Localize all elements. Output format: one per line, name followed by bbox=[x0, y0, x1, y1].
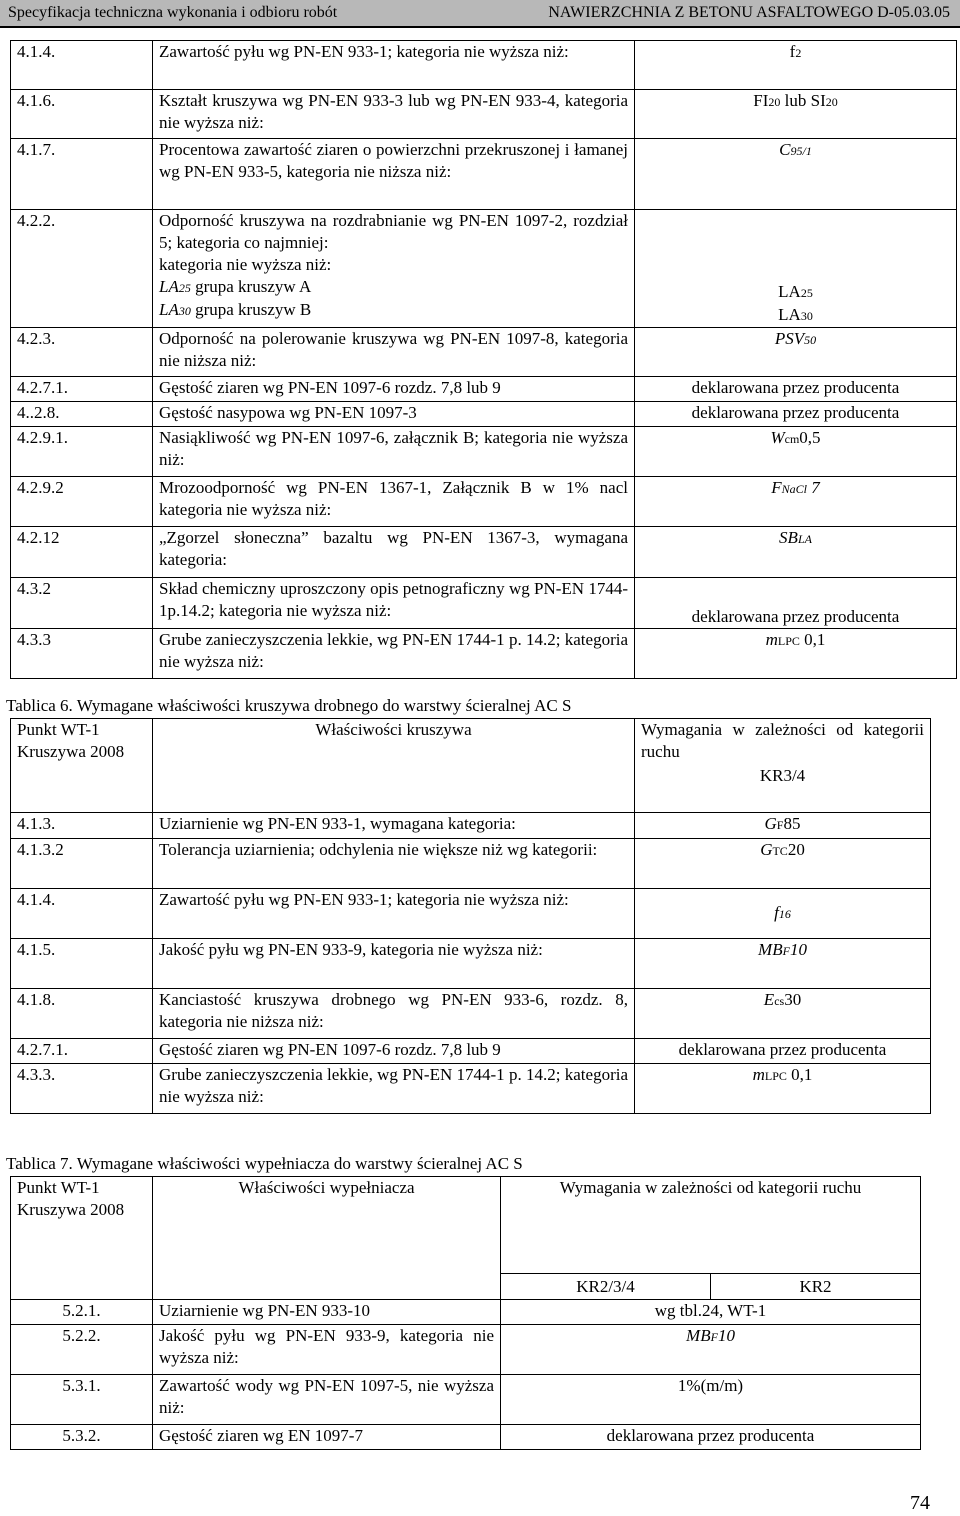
property-cell: „Zgorzel słoneczna” bazaltu wg PN-EN 1367-3, wymagana kategoria: bbox=[153, 527, 635, 578]
kr-2-header: KR2 bbox=[799, 1277, 832, 1296]
table-row bbox=[11, 1039, 931, 1064]
table-row bbox=[11, 813, 931, 839]
property-cell: Nasiąkliwość wg PN-EN 1097-6, załącznik B; kategoria nie wyższa niż: bbox=[153, 427, 635, 477]
table-header-row bbox=[11, 719, 931, 813]
value-cell: Ecs30 bbox=[635, 989, 931, 1039]
header-left-title: Specyfikacja techniczna wykonania i odbioru robót bbox=[8, 4, 338, 21]
row-number: 5.2.2. bbox=[11, 1325, 153, 1375]
row-number: 4.1.7. bbox=[11, 139, 153, 210]
property-cell: Kształt kruszywa wg PN-EN 933-3 lub wg PN-EN 933-4, kategoria nie wyższa niż: bbox=[153, 90, 635, 139]
value-cell: mLPC 0,1 bbox=[635, 1064, 931, 1114]
value-cell: PSV50 bbox=[635, 328, 957, 377]
property-cell: Odporność na polerowanie kruszywa wg PN-EN 1097-8, kategoria nie niższa niż: bbox=[153, 328, 635, 377]
row-number: 4.1.8. bbox=[11, 989, 153, 1039]
table-row bbox=[11, 527, 957, 578]
table-row bbox=[11, 90, 957, 139]
table-row bbox=[11, 989, 931, 1039]
table-row bbox=[11, 839, 931, 889]
row-number: 4.2.3. bbox=[11, 328, 153, 377]
value-cell: wg tbl.24, WT-1 bbox=[501, 1300, 921, 1325]
point-header: Punkt WT-1 Kruszywa 2008 bbox=[11, 1177, 153, 1300]
row-number: 4.1.6. bbox=[11, 90, 153, 139]
header-right-title: NAWIERZCHNIA Z BETONU ASFALTOWEGO D-05.03.05 bbox=[548, 4, 950, 21]
row-number: 4.2.7.1. bbox=[11, 377, 153, 402]
table-7-caption: Tablica 7. Wymagane właściwości wypełniacza do warstwy ścieralnej AC S bbox=[6, 1154, 523, 1173]
property-cell: Zawartość wody wg PN-EN 1097-5, nie wyższa niż: bbox=[153, 1375, 501, 1425]
table-6-caption: Tablica 6. Wymagane właściwości kruszywa drobnego do warstwy ścieralnej AC S bbox=[6, 696, 572, 715]
property-cell: Kanciastość kruszywa drobnego wg PN-EN 933-6, rozdz. 8, kategoria nie niższa niż: bbox=[153, 989, 635, 1039]
property-cell: Skład chemiczny uproszczony opis petnograficzny wg PN-EN 1744-1p.14.2; kategoria nie wyższa niż: bbox=[153, 578, 635, 629]
value-cell: MBF10 bbox=[635, 939, 931, 989]
row-number: 4.1.5. bbox=[11, 939, 153, 989]
row-number: 4.2.7.1. bbox=[11, 1039, 153, 1064]
property-cell: Zawartość pyłu wg PN-EN 933-1; kategoria nie wyższa niż: bbox=[153, 41, 635, 90]
row-number: 4..2.8. bbox=[11, 402, 153, 427]
value-cell: C95/1 bbox=[635, 139, 957, 210]
property-cell: Gęstość ziaren wg PN-EN 1097-6 rozdz. 7,8 lub 9 bbox=[153, 377, 635, 402]
row-number: 4.3.2 bbox=[11, 578, 153, 629]
row-number: 5.3.2. bbox=[11, 1425, 153, 1450]
value-cell: f16 bbox=[635, 889, 931, 939]
value-cell: FI20 lub SI20 bbox=[635, 90, 957, 139]
value-cell: f2 bbox=[635, 41, 957, 90]
table-row bbox=[11, 427, 957, 477]
kr-2-3-4-header: KR2/3/4 bbox=[501, 1274, 711, 1299]
value-cell: 1%(m/m) bbox=[501, 1375, 921, 1425]
property-cell: Jakość pyłu wg PN-EN 933-9, kategoria nie wyższa niż: bbox=[153, 1325, 501, 1375]
value-cell: FNaCl 7 bbox=[635, 477, 957, 527]
value-cell: GF85 bbox=[635, 813, 931, 839]
table-row bbox=[11, 139, 957, 210]
table-row bbox=[11, 939, 931, 989]
property-cell: Uziarnienie wg PN-EN 933-1, wymagana kategoria: bbox=[153, 813, 635, 839]
table-row bbox=[11, 1325, 921, 1375]
row-number: 4.3.3 bbox=[11, 629, 153, 679]
value-cell: LA25 LA30 bbox=[635, 210, 957, 328]
row-number: 5.2.1. bbox=[11, 1300, 153, 1325]
property-cell: Odporność kruszywa na rozdrabnianie wg PN-EN 1097-2, rozdział 5; kategoria co najmniej: kategoria nie wyższa niż: LA25 grupa kruszyw A LA30 grupa kruszyw B bbox=[153, 210, 635, 328]
value-cell: deklarowana przez producenta bbox=[635, 578, 957, 629]
coarse-aggregate-table bbox=[10, 40, 957, 679]
page-header bbox=[0, 0, 960, 28]
property-cell: Jakość pyłu wg PN-EN 933-9, kategoria nie wyższa niż: bbox=[153, 939, 635, 989]
table-row bbox=[11, 210, 957, 328]
property-cell: Gęstość ziaren wg EN 1097-7 bbox=[153, 1425, 501, 1450]
row-number: 5.3.1. bbox=[11, 1375, 153, 1425]
requirements-header: Wymagania w zależności od kategorii ruchu KR2/3/4 KR2 bbox=[501, 1177, 921, 1300]
table-row bbox=[11, 1064, 931, 1114]
table-row bbox=[11, 402, 957, 427]
table-row bbox=[11, 1375, 921, 1425]
property-cell: Gęstość ziaren wg PN-EN 1097-6 rozdz. 7,8 lub 9 bbox=[153, 1039, 635, 1064]
property-cell: Mrozoodporność wg PN-EN 1367-1, Załącznik B w 1% nacl kategoria nie wyższa niż: bbox=[153, 477, 635, 527]
row-number: 4.2.2. bbox=[11, 210, 153, 328]
value-cell: deklarowana przez producenta bbox=[635, 377, 957, 402]
table-row bbox=[11, 41, 957, 90]
property-cell: Procentowa zawartość ziaren o powierzchni przekruszonej i łamanej wg PN-EN 933-5, kategoria nie niższa niż: bbox=[153, 139, 635, 210]
row-number: 4.1.4. bbox=[11, 889, 153, 939]
row-number: 4.2.12 bbox=[11, 527, 153, 578]
table-row bbox=[11, 328, 957, 377]
table-header-row bbox=[11, 1177, 921, 1300]
table-row bbox=[11, 629, 957, 679]
property-cell: Grube zanieczyszczenia lekkie, wg PN-EN 1744-1 p. 14.2; kategoria nie wyższa niż: bbox=[153, 629, 635, 679]
value-cell: SBLA bbox=[635, 527, 957, 578]
row-number: 4.3.3. bbox=[11, 1064, 153, 1114]
value-cell: mLPC 0,1 bbox=[635, 629, 957, 679]
table-row bbox=[11, 377, 957, 402]
point-header: Punkt WT-1 Kruszywa 2008 bbox=[11, 719, 153, 813]
value-cell: deklarowana przez producenta bbox=[501, 1425, 921, 1450]
property-cell: Gęstość nasypowa wg PN-EN 1097-3 bbox=[153, 402, 635, 427]
requirements-header: Wymagania w zależności od kategorii ruchu KR3/4 bbox=[635, 719, 931, 813]
value-cell: GTC20 bbox=[635, 839, 931, 889]
value-cell: deklarowana przez producenta bbox=[635, 1039, 931, 1064]
table-row bbox=[11, 578, 957, 629]
table-row bbox=[11, 1425, 921, 1450]
table-row bbox=[11, 889, 931, 939]
row-number: 4.1.4. bbox=[11, 41, 153, 90]
value-cell: Wcm0,5 bbox=[635, 427, 957, 477]
property-cell: Tolerancja uziarnienia; odchylenia nie większe niż wg kategorii: bbox=[153, 839, 635, 889]
property-header: Właściwości wypełniacza bbox=[153, 1177, 501, 1300]
fine-aggregate-table bbox=[10, 718, 931, 1114]
property-cell: Zawartość pyłu wg PN-EN 933-1; kategoria nie wyższa niż: bbox=[153, 889, 635, 939]
row-number: 4.2.9.1. bbox=[11, 427, 153, 477]
table-row bbox=[11, 1300, 921, 1325]
property-header: Właściwości kruszywa bbox=[153, 719, 635, 813]
property-cell: Uziarnienie wg PN-EN 933-10 bbox=[153, 1300, 501, 1325]
table-row bbox=[11, 477, 957, 527]
filler-table bbox=[10, 1176, 921, 1450]
value-cell: MBF10 bbox=[501, 1325, 921, 1375]
value-cell: deklarowana przez producenta bbox=[635, 402, 957, 427]
property-cell: Grube zanieczyszczenia lekkie, wg PN-EN 1744-1 p. 14.2; kategoria nie wyższa niż: bbox=[153, 1064, 635, 1114]
row-number: 4.2.9.2 bbox=[11, 477, 153, 527]
page-number: 74 bbox=[910, 1492, 930, 1514]
row-number: 4.1.3. bbox=[11, 813, 153, 839]
row-number: 4.1.3.2 bbox=[11, 839, 153, 889]
